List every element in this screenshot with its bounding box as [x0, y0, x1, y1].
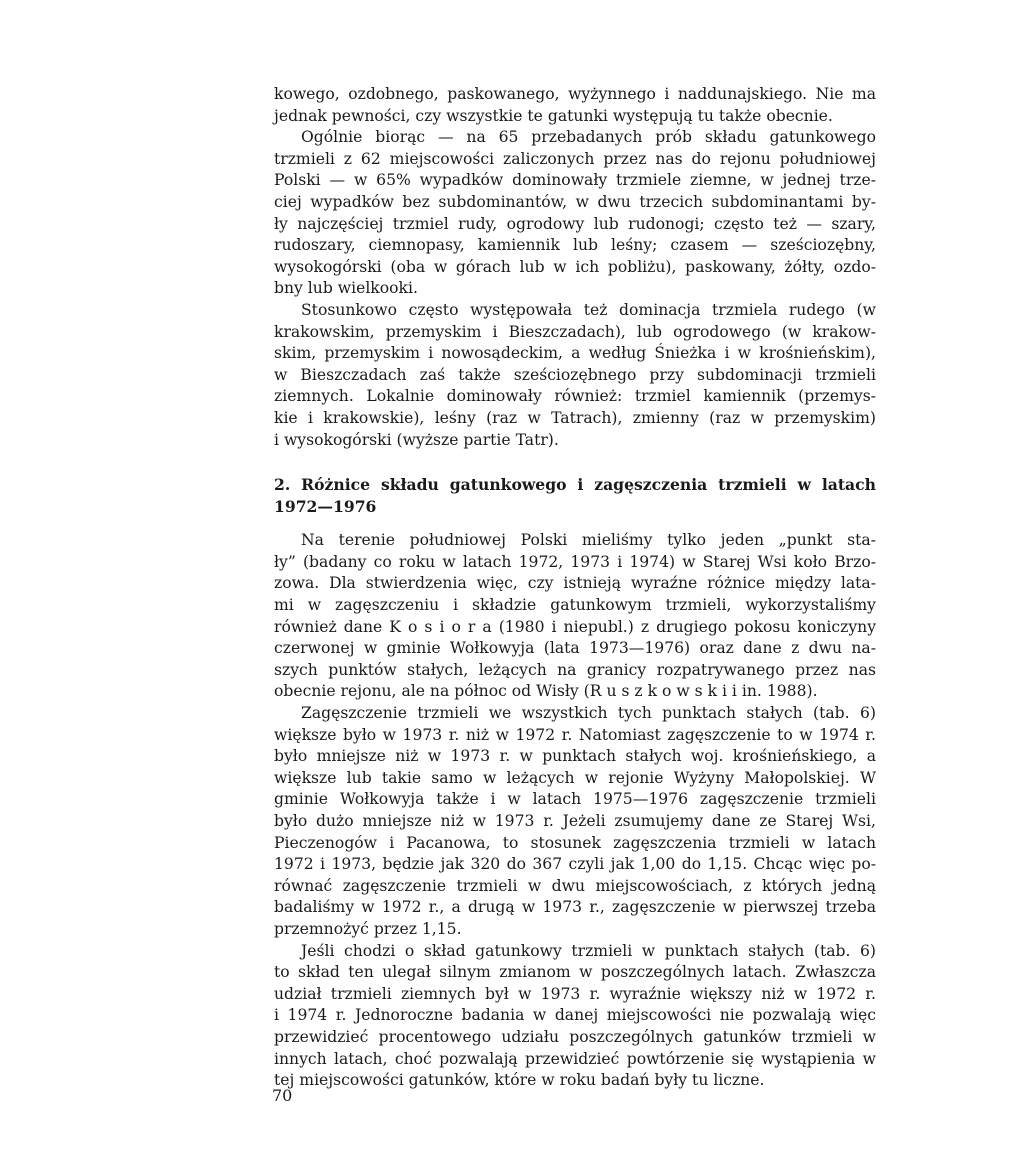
text-line: również dane K o s i o r a (1980 i niepubl.) z drugiego pokosu koniczyny: [274, 617, 876, 636]
text-line: było mniejsze niż w 1973 r. w punktach stałych woj. krośnieńskiego, a: [274, 747, 876, 766]
text-line: rudoszary, ciemnopasy, kamiennik lub leśny; czasem — sześciozębny,: [274, 236, 876, 255]
text-line: wysokogórski (oba w górach lub w ich pobliżu), paskowany, żółty, ozdo-: [274, 257, 876, 276]
text-line: i 1974 r. Jednoroczne badania w danej miejscowości nie pozwalają więc: [274, 1006, 876, 1025]
text-line: mi w zagęszczeniu i składzie gatunkowym trzmieli, wykorzystaliśmy: [274, 596, 876, 615]
text-line: ziemnych. Lokalnie dominowały również: trzmiel kamiennik (przemys-: [274, 387, 876, 406]
text-line: większe lub takie samo w leżących w rejonie Wyżyny Małopolskiej. W: [274, 768, 876, 787]
spacer: [274, 517, 876, 530]
text-line: to skład ten ulegał silnym zmianom w poszczególnych latach. Zwłaszcza: [274, 963, 876, 982]
heading-line: 2. Różnice składu gatunkowego i zagęszczenia trzmieli w latach: [274, 475, 876, 495]
text-line: udział trzmieli ziemnych był w 1973 r. wyraźnie większy niż w 1972 r.: [274, 984, 876, 1003]
text-line: bny lub wielkooki.: [274, 279, 418, 298]
text-line: przewidzieć procentowego udziału poszczególnych gatunków trzmieli w: [274, 1027, 876, 1046]
paragraph: [274, 941, 876, 1092]
paragraph: [274, 530, 876, 703]
paragraph: [274, 84, 876, 127]
text-line: w Bieszczadach zaś także sześciozębnego przy subdominacji trzmieli: [274, 365, 876, 384]
text-line: tej miejscowości gatunków, które w roku badań były tu liczne.: [274, 1071, 765, 1090]
text-line: zowa. Dla stwierdzenia więc, czy istnieją wyraźne różnice między lata-: [274, 574, 876, 593]
text-line: 1972 i 1973, będzie jak 320 do 367 czyli jak 1,00 do 1,15. Chcąc więc po-: [274, 855, 876, 874]
text-line: szych punktów stałych, leżących na granicy rozpatrywanego przez nas: [274, 660, 876, 679]
text-line: skim, przemyskim i nowosądeckim, a według Śnieżka i w krośnieńskim),: [274, 344, 876, 363]
paragraph: [274, 300, 876, 451]
text-line: przemnożyć przez 1,15.: [274, 919, 462, 938]
text-line: było dużo mniejsze niż w 1973 r. Jeżeli zsumujemy dane ze Starej Wsi,: [274, 812, 876, 830]
text-line: ły” (badany co roku w latach 1972, 1973 i 1974) w Starej Wsi koło Brzo-: [274, 552, 876, 571]
text-line: trzmieli z 62 miejscowości zaliczonych przez nas do rejonu południowej: [274, 149, 876, 168]
text-line: i wysokogórski (wyższe partie Tatr).: [274, 430, 559, 449]
text-line: Pieczenogów i Pacanowa, to stosunek zagęszczenia trzmieli w latach: [274, 833, 876, 852]
text-line: większe było w 1973 r. niż w 1972 r. Natomiast zagęszczenie to w 1974 r.: [274, 725, 876, 744]
page-number: 70: [272, 1086, 293, 1105]
text-line: krakowskim, przemyskim i Bieszczadach), lub ogrodowego (w krakow-: [274, 322, 876, 341]
spacer: [274, 451, 876, 474]
text-line: Stosunkowo często występowała też dominacja trzmiela rudego (w: [301, 300, 876, 319]
heading-line: 1972—1976: [274, 496, 377, 516]
text-line: badaliśmy w 1972 r., a drugą w 1973 r., zagęszczenie w pierwszej trzeba: [274, 898, 876, 917]
text-line: gminie Wołkowyja także i w latach 1975—1976 zagęszczenie trzmieli: [274, 790, 876, 809]
section-heading: [274, 474, 876, 517]
text-line: Na terenie południowej Polski mieliśmy tylko jeden „punkt sta-: [301, 531, 876, 550]
page-body: [274, 84, 876, 1092]
text-line: równać zagęszczenie trzmieli w dwu miejscowościach, z których jedną: [274, 876, 876, 895]
text-line: jednak pewności, czy wszystkie te gatunki występują tu także obecnie.: [274, 106, 833, 125]
text-line: Polski — w 65% wypadków dominowały trzmiele ziemne, w jednej trze-: [274, 171, 876, 190]
text-line: ciej wypadków bez subdominantów, w dwu trzecich subdominantami by-: [274, 192, 876, 211]
text-line: Zagęszczenie trzmieli we wszystkich tych punktach stałych (tab. 6): [301, 704, 876, 723]
text-line: kie i krakowskie), leśny (raz w Tatrach), zmienny (raz w przemyskim): [274, 408, 876, 427]
text-line: obecnie rejonu, ale na północ od Wisły (R u s z k o w s k i i in. 1988).: [274, 682, 818, 701]
text-line: ły najczęściej trzmiel rudy, ogrodowy lub rudonogi; często też — szary,: [274, 214, 876, 233]
paragraph: [274, 127, 876, 300]
text-line: innych latach, choć pozwalają przewidzieć powtórzenie się wystąpienia w: [274, 1049, 876, 1068]
text-line: kowego, ozdobnego, paskowanego, wyżynnego i naddunajskiego. Nie ma: [274, 85, 876, 103]
text-line: Jeśli chodzi o skład gatunkowy trzmieli w punktach stałych (tab. 6): [301, 941, 876, 960]
text-line: Ogólnie biorąc — na 65 przebadanych prób składu gatunkowego: [301, 128, 876, 147]
paragraph: [274, 703, 876, 941]
text-line: czerwonej w gminie Wołkowyja (lata 1973—1976) oraz dane z dwu na-: [274, 639, 876, 658]
